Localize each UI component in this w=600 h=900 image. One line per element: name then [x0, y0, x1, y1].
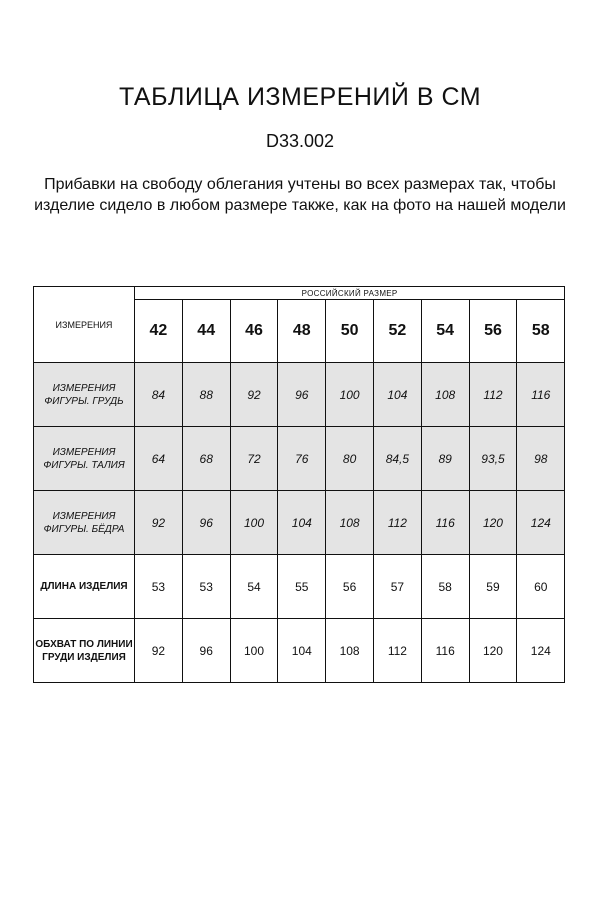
size-header-cell: 44: [182, 300, 230, 363]
table-cell: 57: [373, 555, 421, 619]
table-cell: 112: [373, 491, 421, 555]
table-cell: 98: [517, 427, 565, 491]
table-cell: 100: [230, 619, 278, 683]
size-table: [33, 286, 565, 683]
table-cell: 104: [373, 363, 421, 427]
size-header-cell: 48: [278, 300, 326, 363]
table-cell: 84,5: [373, 427, 421, 491]
table-cell: 59: [469, 555, 517, 619]
table-cell: 116: [517, 363, 565, 427]
table-row-length: [34, 555, 565, 619]
table-cell: 124: [517, 491, 565, 555]
table-cell: 64: [135, 427, 183, 491]
size-header-cell: 42: [135, 300, 183, 363]
size-header-cell: 56: [469, 300, 517, 363]
table-cell: 124: [517, 619, 565, 683]
table-cell: 88: [182, 363, 230, 427]
table-row-waist: [34, 427, 565, 491]
table-cell: 108: [421, 363, 469, 427]
size-header-cell: 54: [421, 300, 469, 363]
table-cell: 60: [517, 555, 565, 619]
row-label: ИЗМЕРЕНИЯ ФИГУРЫ. ГРУДЬ: [34, 363, 135, 427]
table-cell: 92: [135, 491, 183, 555]
table-cell: 120: [469, 491, 517, 555]
table-cell: 58: [421, 555, 469, 619]
table-cell: 92: [135, 619, 183, 683]
row-label: ДЛИНА ИЗДЕЛИЯ: [34, 555, 135, 619]
table-cell: 56: [326, 555, 374, 619]
table-cell: 112: [373, 619, 421, 683]
table-row-bust: [34, 363, 565, 427]
table-cell: 96: [278, 363, 326, 427]
table-cell: 116: [421, 491, 469, 555]
row-label: ИЗМЕРЕНИЯ ФИГУРЫ. ТАЛИЯ: [34, 427, 135, 491]
table-cell: 80: [326, 427, 374, 491]
measurements-header: ИЗМЕРЕНИЯ: [34, 287, 135, 363]
table-cell: 76: [278, 427, 326, 491]
table-cell: 93,5: [469, 427, 517, 491]
table-cell: 92: [230, 363, 278, 427]
size-header-cell: 52: [373, 300, 421, 363]
table-cell: 89: [421, 427, 469, 491]
table-cell: 54: [230, 555, 278, 619]
table-cell: 96: [182, 619, 230, 683]
table-cell: 53: [182, 555, 230, 619]
table-cell: 53: [135, 555, 183, 619]
table-cell: 96: [182, 491, 230, 555]
table-cell: 68: [182, 427, 230, 491]
table-cell: 112: [469, 363, 517, 427]
size-header-cell: 58: [517, 300, 565, 363]
page-title: ТАБЛИЦА ИЗМЕРЕНИЙ В СМ: [118, 82, 482, 111]
table-cell: 108: [326, 491, 374, 555]
row-label: ИЗМЕРЕНИЯ ФИГУРЫ. БЁДРА: [34, 491, 135, 555]
table-row-hips: [34, 491, 565, 555]
table-row-garment-bust: [34, 619, 565, 683]
size-header-cell: 50: [326, 300, 374, 363]
table-cell: 55: [278, 555, 326, 619]
table-cell: 104: [278, 619, 326, 683]
fit-note: Прибавки на свободу облегания учтены во всех размерах так, чтобы изделие сидело в любом размере также, как на фото на нашей модели: [34, 176, 566, 214]
table-cell: 100: [230, 491, 278, 555]
table-cell: 72: [230, 427, 278, 491]
table-cell: 108: [326, 619, 374, 683]
size-header-cell: 46: [230, 300, 278, 363]
product-code: D33.002: [265, 131, 335, 151]
row-label: ОБХВАТ ПО ЛИНИИ ГРУДИ ИЗДЕЛИЯ: [34, 619, 135, 683]
header-row-region: [34, 287, 565, 300]
region-size-header: РОССИЙСКИЙ РАЗМЕР: [135, 287, 565, 300]
table-cell: 84: [135, 363, 183, 427]
table-cell: 120: [469, 619, 517, 683]
table-cell: 116: [421, 619, 469, 683]
table-cell: 104: [278, 491, 326, 555]
table-cell: 100: [326, 363, 374, 427]
